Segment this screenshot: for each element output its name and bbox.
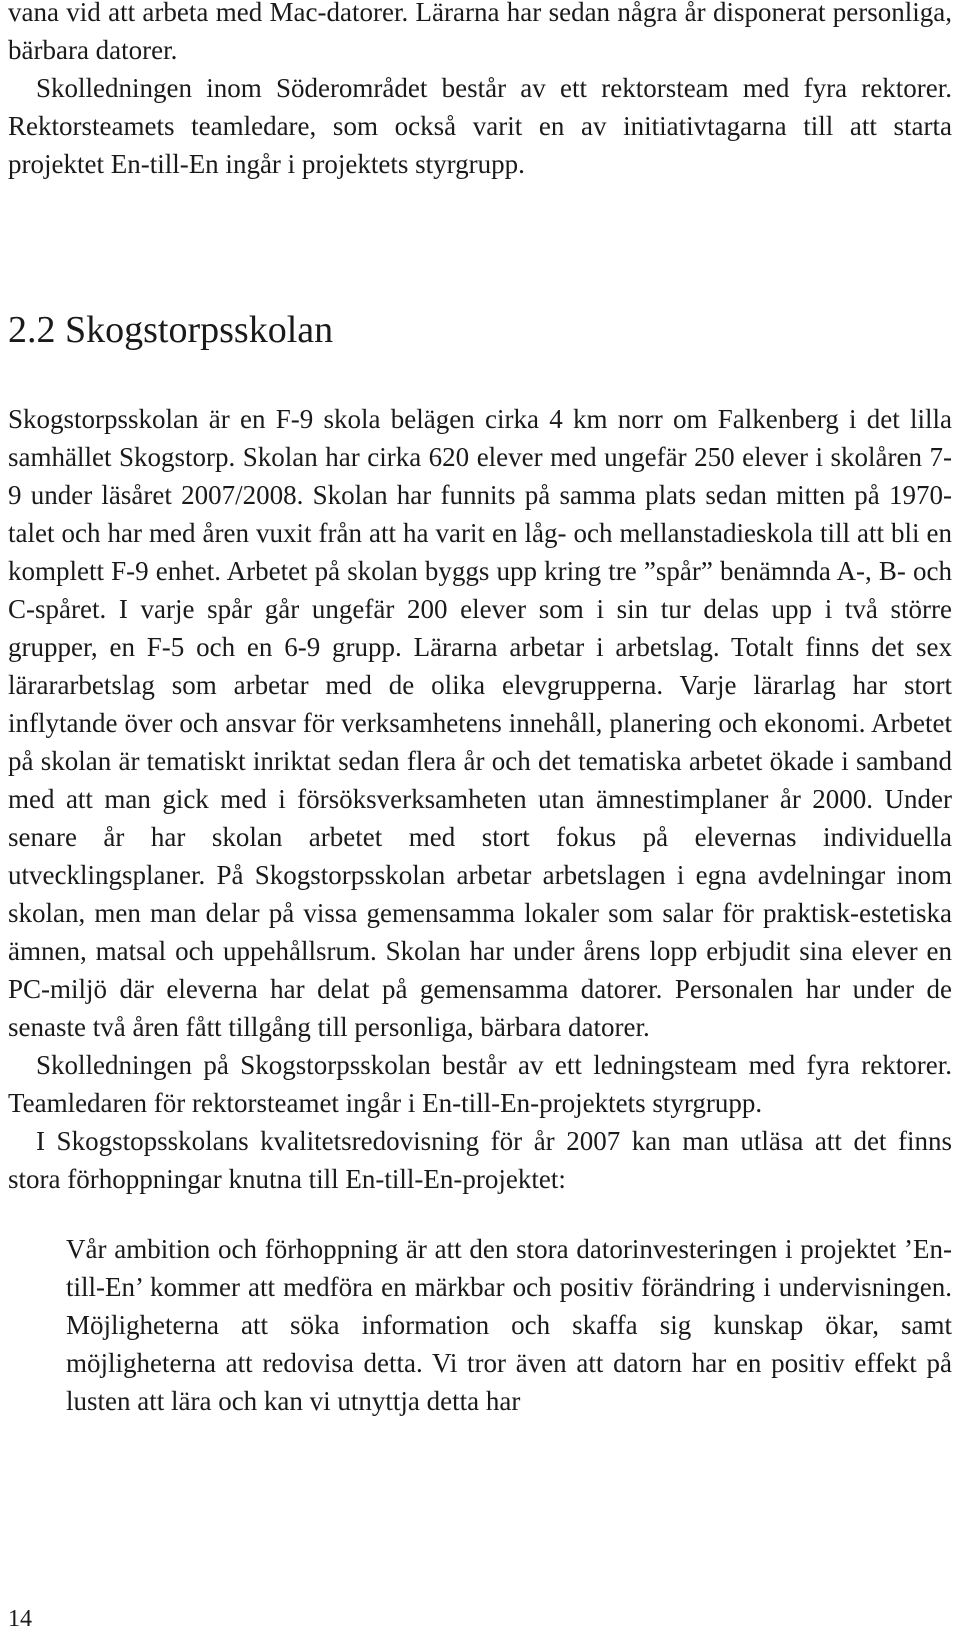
section-paragraph-3: I Skogstopsskolans kvalitetsredovisning för år 2007 kan man utläsa att det finns stora förhoppningar knutna till En-till-En-projektet: — [8, 1126, 952, 1194]
quote-text: Vår ambition och förhoppning är att den stora datorinvesteringen i projektet ’En-till-En’ kommer att medföra en märkbar och positiv förändring i undervisningen. Möjligheterna att söka information och skaffa sig kunskap ökar, samt möjligheterna att redovisa detta. Vi tror även att datorn har en positiv effekt på lusten att lära och kan vi utnyttja detta har — [66, 1234, 952, 1416]
intro-text — [8, 0, 952, 183]
block-quote — [66, 1230, 952, 1420]
section-paragraph-1: Skogstorpsskolan är en F-9 skola belägen cirka 4 km norr om Falkenberg i det lilla samhället Skogstorp. Skolan har cirka 620 elever med ungefär 250 elever i skolåren 7-9 under läsåret 2007/2008. Skolan har funnits på samma plats sedan mitten på 1970-talet och har med åren vuxit från att ha varit en låg- och mellanstadieskola till att bli en komplett F-9 enhet. Arbetet på skolan byggs upp kring tre ”spår” benämnda A-, B- och C-spåret. I varje spår går ungefär 200 elever som i sin tur delas upp i två större grupper, en F-5 och en 6-9 grupp. Lärarna arbetar i arbetslag. Totalt finns det sex lärararbetslag som arbetar med de olika elevgrupperna. Varje lärarlag har stort inflytande över och ansvar för verksamhetens innehåll, planering och ekonomi. Arbetet på skolan är tematiskt inriktat sedan flera år och det tematiska arbetet ökade i samband med att man gick med i försöksverksamheten utan ämnestimplaner år 2000. Under senare år har skolan arbetet med stort fokus på elevernas individuella utvecklingsplaner. På Skogstorpsskolan arbetar arbetslagen i egna avdelningar inom skolan, men man delar på vissa gemensamma lokaler som salar för praktisk-estetiska ämnen, matsal och uppehållsrum. Skolan har under årens lopp erbjudit sina elever en PC-miljö där eleverna har delat på gemensamma datorer. Personalen har under de senaste två åren fått tillgång till personliga, bärbara datorer. — [8, 404, 952, 1042]
page-number: 14 — [8, 1606, 32, 1632]
section-heading: 2.2 Skogstorpsskolan — [8, 309, 334, 351]
intro-paragraph-2: Skolledningen inom Söderområdet består av ett rektorsteam med fyra rektorer. Rektorsteamets teamledare, som också varit en av initiativtagarna till att starta projektet En-till-En ingår i projektets styrgrupp. — [8, 73, 952, 179]
intro-paragraph-1: vana vid att arbeta med Mac-datorer. Lärarna har sedan några år disponerat personliga, bärbara datorer. — [8, 0, 952, 65]
section-paragraph-2: Skolledningen på Skogstorpsskolan består av ett ledningsteam med fyra rektorer. Teamledaren för rektorsteamet ingår i En-till-En-projektets styrgrupp. — [8, 1050, 952, 1118]
section-body — [8, 400, 952, 1198]
